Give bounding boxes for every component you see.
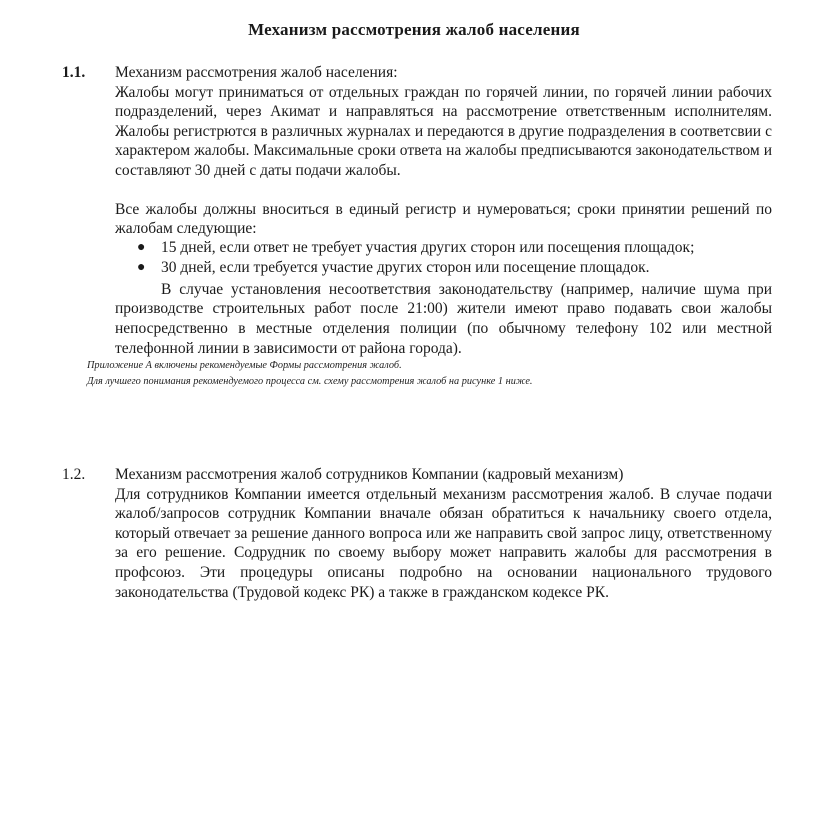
notes-block	[87, 358, 772, 390]
document-title: Механизм рассмотрения жалоб населения	[248, 20, 580, 39]
bullet-icon: ●	[137, 239, 146, 255]
list-item: ● 15 дней, если ответ не требует участия других сторон или посещения площадок;	[137, 238, 695, 256]
paragraph: Для сотрудников Компании имеется отдельный механизм рассмотрения жалоб. В случае подачи жалоб/запросов сотрудник Компании вначале обязан обратиться к начальнику своего отдела, который отвечает за решение данного вопроса или же направить свой запрос лицу, ответственному за его решение. Содрудник по своему выбору может направить жалобы для рассмотрения в профсоюз. Эти процедуры описаны подробно на основании национального трудового законодательства (Трудовой кодекс РК) а также в гражданском кодексе РК.	[115, 485, 772, 601]
section-number: 1.2.	[62, 466, 86, 483]
paragraph: В случае установления несоответствия законодательству (например, наличие шума при производстве строительных работ после 21:00) жители имеют право подавать свои жалобы непосредственно в местные отделения полиции (по обычному телефону 102 или местной телефонной линии в зависимости от района города).	[115, 280, 772, 357]
paragraph: Жалобы могут приниматься от отдельных граждан по горячей линии, по горячей линии рабочих подразделений, через Акимат и направляться на рассмотрение ответственным исполнителям. Жалобы регистрются в различных журналах и передаются в другие подразделения в соответсвии с характером жалобы. Максимальные сроки ответа на жалобы предписываются законодательством и составляют 30 дней с даты подачи жалобы.	[115, 83, 772, 179]
note-figure-ref: Для лучшего понимания рекомендуемого процесса см. схему рассмотрения жалоб на рисунке 1 ниже.	[87, 376, 533, 388]
list-item: ● 30 дней, если требуется участие других сторон или посещение площадок.	[137, 259, 650, 277]
note-annex: Приложение А включены рекомендуемые Формы рассмотрения жалоб.	[87, 360, 402, 372]
bullet-icon: ●	[137, 260, 146, 276]
section-heading: Механизм рассмотрения жалоб населения:	[115, 64, 398, 81]
section-number: 1.1.	[62, 64, 86, 81]
section-body	[87, 63, 772, 390]
section-1-1	[62, 63, 772, 390]
paragraph: Все жалобы должны вноситься в единый регистр и нумероваться; сроки принятии решений по жалобам следующие:	[115, 200, 772, 238]
section-heading: Механизм рассмотрения жалоб сотрудников Компании (кадровый механизм)	[115, 466, 624, 483]
bullet-list	[115, 239, 772, 278]
section-1-2	[62, 465, 772, 602]
section-body	[115, 465, 772, 602]
